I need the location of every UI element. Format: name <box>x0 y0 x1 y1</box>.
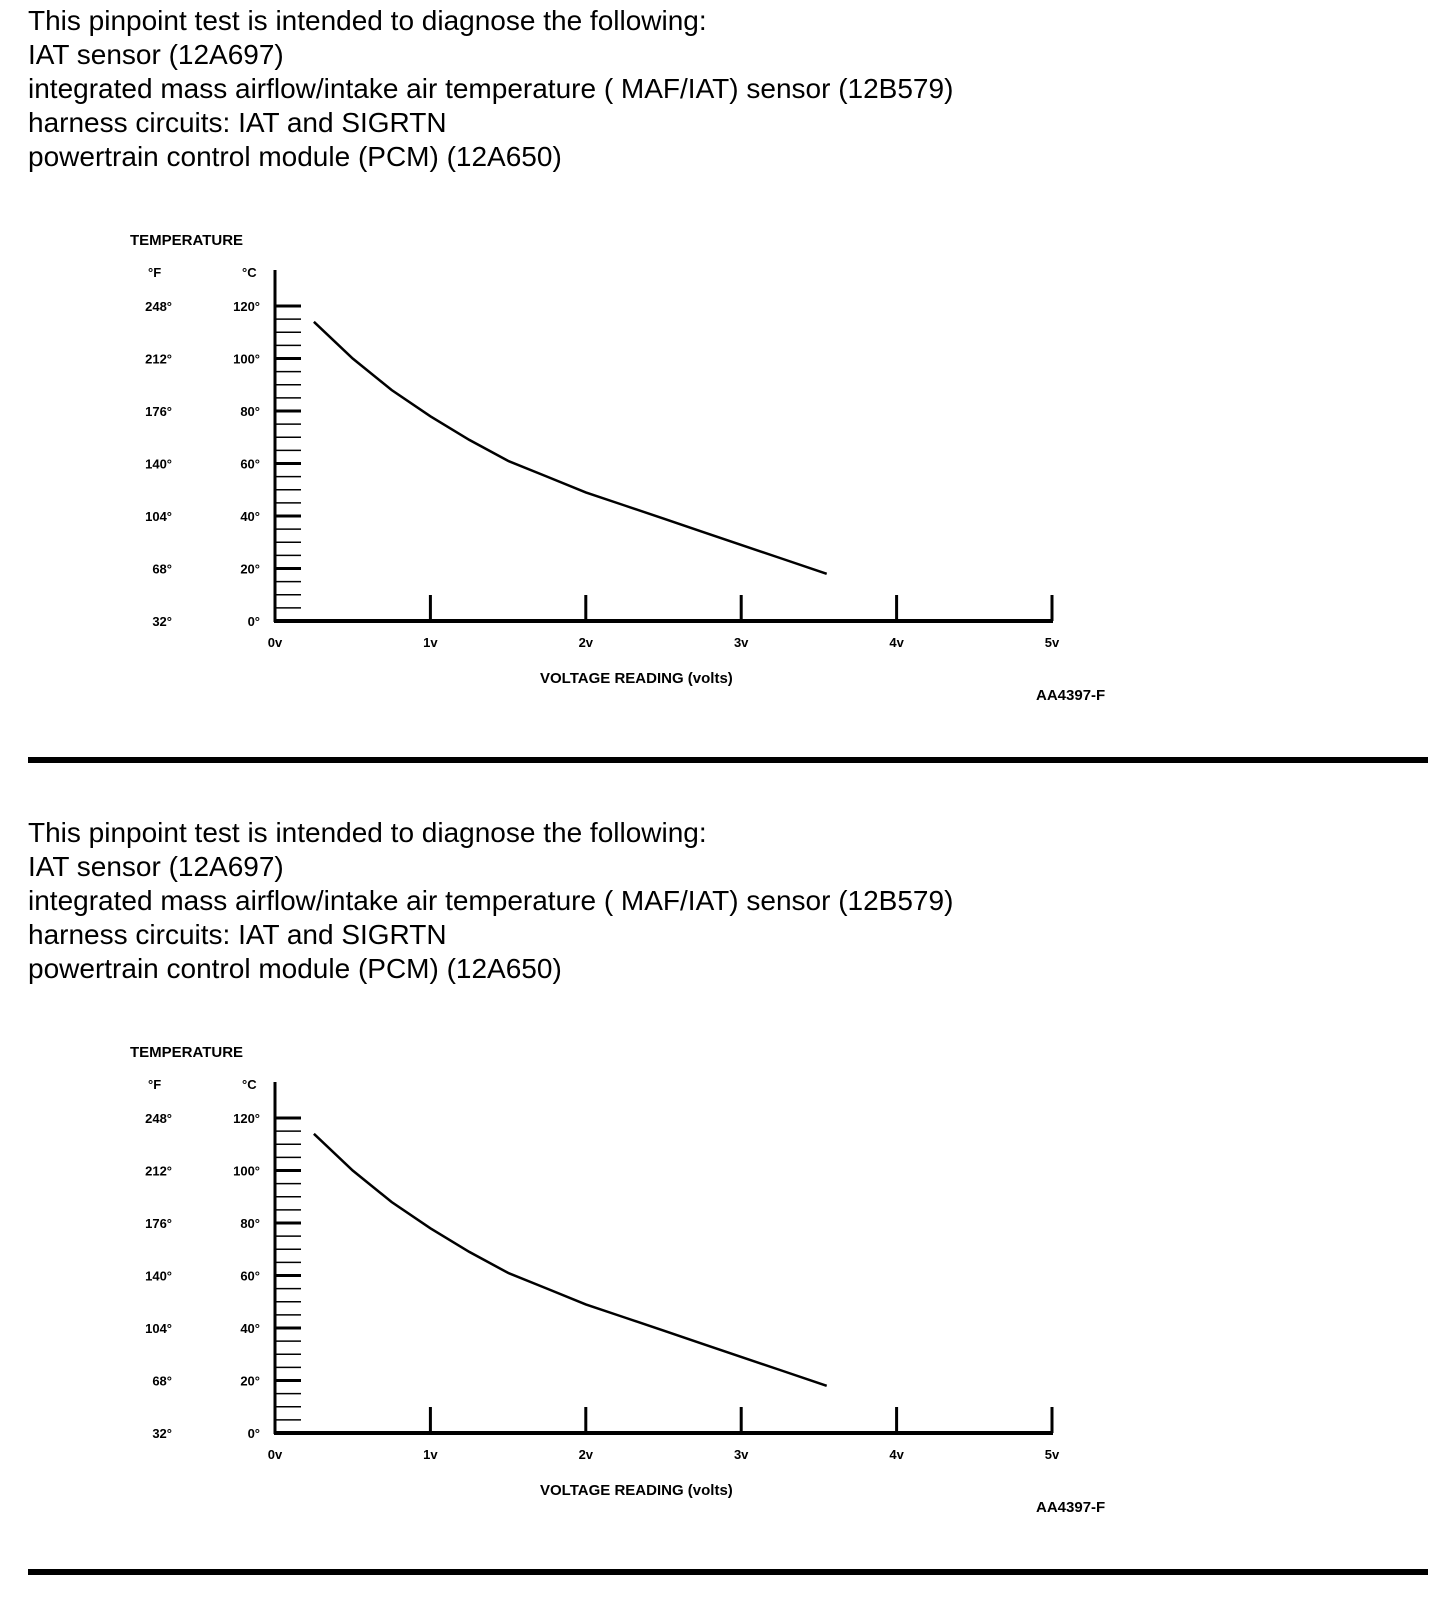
x-tick-label: 5v <box>1044 1447 1060 1462</box>
chart-title: TEMPERATURE <box>130 232 244 249</box>
y-unit-f: °F <box>148 265 162 280</box>
x-tick-label: 2v <box>578 1447 594 1462</box>
y-tick-label-c: 0° <box>247 614 260 629</box>
figure-id: AA4397-F <box>1036 1499 1106 1516</box>
x-tick-label: 2v <box>578 635 594 650</box>
section-2 <box>0 812 1456 1612</box>
y-tick-label-f: 248° <box>145 1111 172 1126</box>
data-line <box>314 322 827 574</box>
y-tick-label-c: 60° <box>240 1268 260 1284</box>
y-tick-label-f: 248° <box>145 299 172 314</box>
intro-item: integrated mass airflow/intake air temperature ( MAF/IAT) sensor (12B579) <box>28 73 954 104</box>
intro-heading: This pinpoint test is intended to diagnose the following: <box>28 817 707 848</box>
y-tick-label-c: 80° <box>240 1216 260 1231</box>
data-line <box>314 1134 827 1386</box>
y-tick-label-f: 212° <box>145 351 172 367</box>
intro-item: harness circuits: IAT and SIGRTN <box>28 107 447 138</box>
section-divider <box>28 757 1428 763</box>
y-tick-label-f: 140° <box>145 456 172 472</box>
chart-title: TEMPERATURE <box>130 1044 244 1061</box>
y-tick-label-f: 68° <box>152 1373 172 1389</box>
intro-item: powertrain control module (PCM) (12A650) <box>28 953 562 984</box>
temperature-voltage-chart <box>0 812 1456 1552</box>
y-tick-label-c: 60° <box>240 456 260 472</box>
x-axis-label: VOLTAGE READING (volts) <box>540 670 733 687</box>
y-tick-label-f: 32° <box>152 614 172 629</box>
intro-item: IAT sensor (12A697) <box>28 851 284 882</box>
x-tick-label: 0v <box>267 635 283 650</box>
x-tick-label: 5v <box>1044 635 1060 650</box>
y-tick-label-f: 104° <box>145 1321 172 1336</box>
y-tick-label-f: 176° <box>145 1216 172 1231</box>
section-1 <box>0 0 1456 800</box>
temperature-voltage-chart <box>0 0 1456 740</box>
x-axis-label: VOLTAGE READING (volts) <box>540 1482 733 1499</box>
intro-item: harness circuits: IAT and SIGRTN <box>28 919 447 950</box>
y-tick-label-c: 120° <box>233 1111 260 1126</box>
x-tick-label: 1v <box>423 635 438 650</box>
y-tick-label-f: 104° <box>145 509 172 524</box>
y-tick-label-c: 100° <box>233 351 260 367</box>
x-tick-label: 4v <box>889 635 904 650</box>
y-tick-label-c: 80° <box>240 404 260 419</box>
y-tick-label-f: 140° <box>145 1268 172 1284</box>
y-tick-label-f: 176° <box>145 404 172 419</box>
y-unit-c: °C <box>242 265 257 280</box>
x-tick-label: 3v <box>733 635 749 650</box>
intro-item: powertrain control module (PCM) (12A650) <box>28 141 562 172</box>
y-tick-label-c: 20° <box>240 1373 260 1389</box>
y-tick-label-c: 100° <box>233 1163 260 1179</box>
y-unit-c: °C <box>242 1077 257 1092</box>
intro-item: IAT sensor (12A697) <box>28 39 284 70</box>
y-tick-label-c: 20° <box>240 561 260 577</box>
y-tick-label-f: 212° <box>145 1163 172 1179</box>
x-tick-label: 3v <box>733 1447 749 1462</box>
intro-heading: This pinpoint test is intended to diagnose the following: <box>28 5 707 36</box>
y-tick-label-c: 120° <box>233 299 260 314</box>
x-tick-label: 0v <box>267 1447 283 1462</box>
y-tick-label-f: 32° <box>152 1426 172 1441</box>
y-unit-f: °F <box>148 1077 162 1092</box>
intro-item: integrated mass airflow/intake air temperature ( MAF/IAT) sensor (12B579) <box>28 885 954 916</box>
section-divider <box>28 1569 1428 1575</box>
y-tick-label-c: 0° <box>247 1426 260 1441</box>
y-tick-label-c: 40° <box>240 1321 260 1336</box>
figure-id: AA4397-F <box>1036 687 1106 704</box>
y-tick-label-f: 68° <box>152 561 172 577</box>
y-tick-label-c: 40° <box>240 509 260 524</box>
x-tick-label: 4v <box>889 1447 904 1462</box>
x-tick-label: 1v <box>423 1447 438 1462</box>
